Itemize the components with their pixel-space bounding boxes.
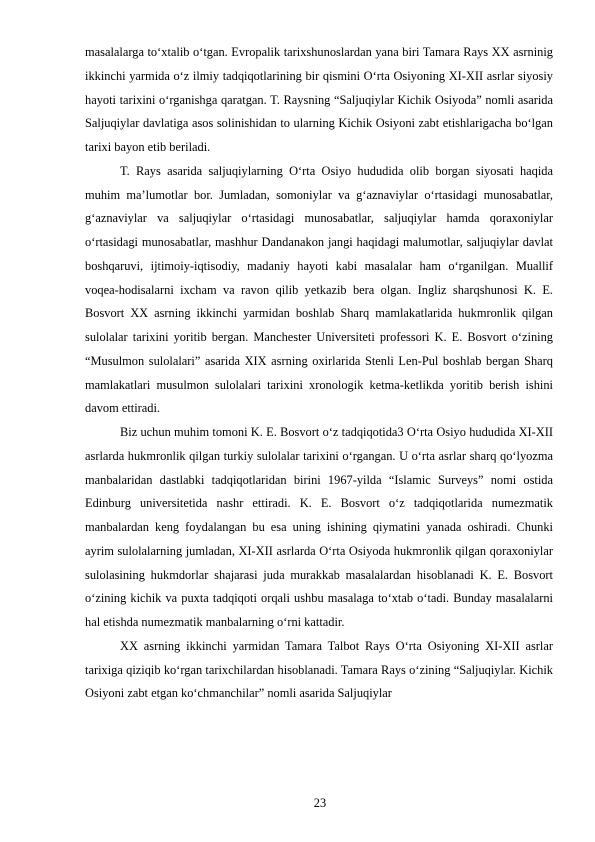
paragraph-4: XX asrning ikkinchi yarmidan Tamara Talbot Rays O‘rta Osiyoning XI-XII asrlar tarixiga qiziqib ko‘rgan tarixchilardan hisoblanadi. Tamara Rays o‘zining “Saljuqiylar. Kichik Osiyoni zabt etgan ko‘chmanchilar” nomli asarida Saljuqiylar xyxy=(85,638,553,701)
body-text xyxy=(85,41,553,706)
paragraph-1: masalalarga to‘xtalib o‘tgan. Evropalik tarixshunoslardan yana biri Tamara Rays XX asrninig ikkinchi yarmida o‘z ilmiy tadqiqotlarining bir qismini O‘rta Osiyoning XI-XII asrlar siyosiy hayoti tarixini o‘rganishga qaratgan. T. Raysning “Saljuqiylar Kichik Osiyoda” nomli asarida Saljuqiylar davlatiga asos solinishidan to ularning Kichik Osiyoni zabt etishlarigacha bo‘lgan tarixi bayon etib beriladi. xyxy=(85,45,553,154)
paragraph-2: T. Rays asarida saljuqiylarning O‘rta Osiyo hududida olib borgan siyosati haqida muhim ma’lumotlar bor. Jumladan, somoniylar va g‘aznaviylar o‘rtasidagi munosabatlar, g‘aznaviylar va saljuqiylar o‘rtasidagi munosabatlar, saljuqiylar hamda qoraxoniylar o‘rtasidagi munosabatlar, mashhur Dandanakon jangi haqidagi malumotlar, saljuqiylar davlat boshqaruvi, ijtimoiy-iqtisodiy, madaniy hayoti kabi masalalar ham o‘rganilgan. Muallif voqea-hodisalarni ixcham va ravon qilib yetkazib bera olgan. Ingliz sharqshunosi K. E. Bosvort XX asrning ikkinchi yarmidan boshlab Sharq mamlakatlarida hukmronlik qilgan sulolalar tarixini yoritib bergan. Manchester Universiteti professori K. E. Bosvort o‘zining “Musulmon sulolalari” asarida XIX asrning oxirlarida Stenli Len-Pul boshlab bergan Sharq mamlakatlari musulmon sulolalari tarixini xronologik ketma-ketlikda yoritib berish ishini davom ettiradi. xyxy=(85,163,553,416)
page-number: 23 xyxy=(313,796,327,810)
paragraph-3: Biz uchun muhim tomoni K. E. Bosvort o‘z tadqiqotida3 O‘rta Osiyo hududida XI-XII asrlarda hukmronlik qilgan turkiy sulolalar tarixini o‘rgangan. U o‘rta asrlar sharq qo‘lyozma manbalaridan dastlabki tadqiqotlaridan birini 1967-yilda “Islamic Surveys” nomi ostida Edinburg universitetida nashr ettiradi. K. E. Bosvort o‘z tadqiqotlarida numezmatik manbalardan keng foydalangan bu esa uning ishining qiymatini yanada oshiradi. Chunki ayrim sulolalarning jumladan, XI-XII asrlarda O‘rta Osiyoda hukmronlik qilgan qoraxoniylar sulolasining hukmdorlar shajarasi juda murakkab masalalardan hisoblanadi K. E. Bosvort o‘zining kichik va puxta tadqiqoti orqali ushbu masalaga to‘xtab o‘tadi. Bunday masalalarni hal etishda numezmatik manbalarning o‘rni kattadir. xyxy=(85,425,553,629)
